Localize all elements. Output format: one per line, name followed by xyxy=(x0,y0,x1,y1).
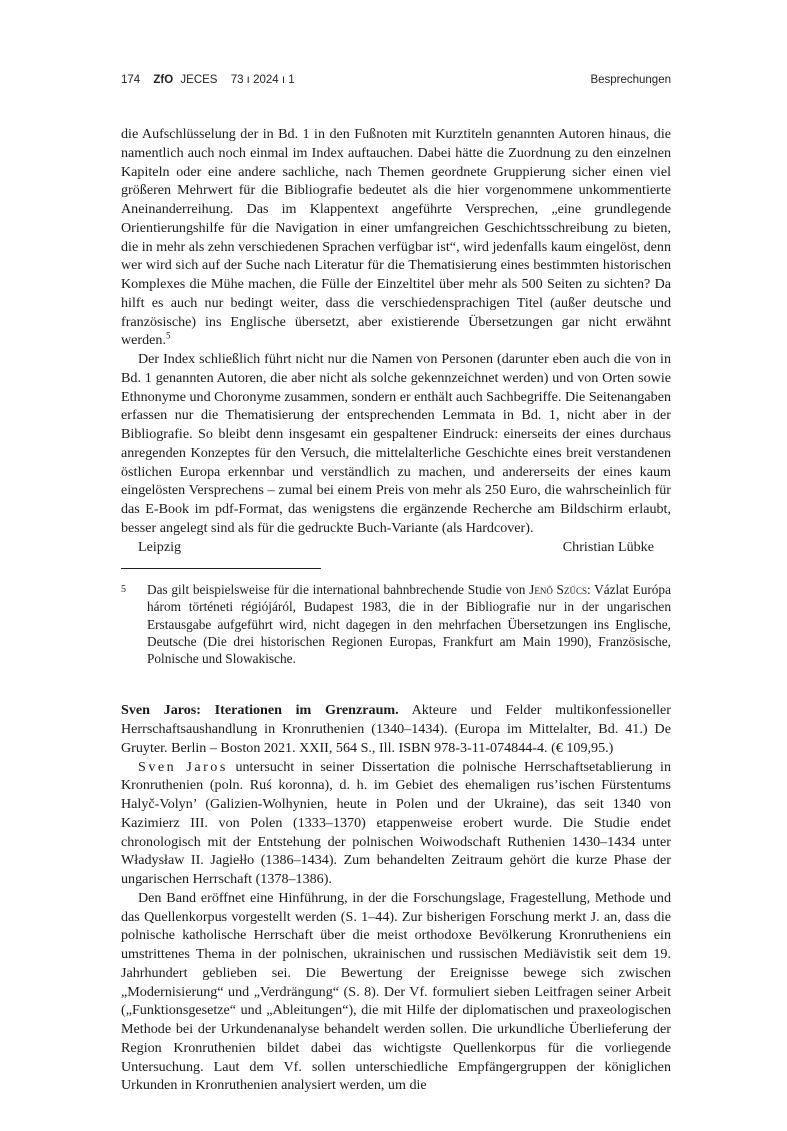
review2-title: Sven Jaros: Iterationen im Grenzraum. xyxy=(121,702,399,719)
review2-author: Sven Jaros xyxy=(138,758,228,775)
journal-volume: 73 ı 2024 ı 1 xyxy=(230,74,295,86)
review1-paragraph-1 xyxy=(121,125,671,350)
review-2 xyxy=(121,701,671,1095)
footnote-text-before: Das gilt beispielsweise für die international bahnbrechende Studie von xyxy=(147,582,530,598)
review1-paragraph-2: Der Index schließlich führt nicht nur die Namen von Personen (darunter eben auch die von in Bd. 1 genannten Autoren, die aber nicht als solche gekennzeichnet werden) und von Orten sowie Ethnonyme und Choronyme zusammen, sondern er enthält auch Sachbegriffe. Die Seitenangaben erfassen nur die Thematisierung der entsprechenden Lemmata in Bd. 1, nicht aber in der Bibliografie. So bleibt denn insgesamt ein gespaltener Eindruck: einerseits der eines durchaus anregenden Konzeptes für den Versuch, die mittelalterliche Geschichte eines breit verstandenen östlichen Europa erkennbar und verständlich zu machen, und andererseits der eines kaum eingelösten Versprechens – zumal bei einem Preis von mehr als 250 Euro, die wahrscheinlich für das E-Book im pdf-Format, das wenigstens die ergänzende Recherche am Bildschirm erlaubt, besser angelegt sind als für die gedruckte Buch-Variante (als Hardcover). xyxy=(121,351,672,536)
journal-name: ZfO xyxy=(153,74,174,86)
review-place: Leipzig xyxy=(138,538,182,555)
footnote-text-after: : Vázlat Európa három történeti régiójáról, Budapest 1983, die in der Bibliografie nur in der ungarischen Erstausgabe aufgeführt wird, nicht dagegen in den mehrfachen Übersetzungen ins Englische, Deutsche (Die drei historischen Regionen Europas, Frankfurt am Main 1990), Französische, Polnische und Slowakische. xyxy=(147,582,671,667)
page-number: 174 xyxy=(121,74,141,86)
review2-paragraph-1 xyxy=(121,758,671,889)
journal-subtitle: JECES xyxy=(180,74,218,86)
page-body xyxy=(121,125,671,1095)
reviewer-name: Christian Lübke xyxy=(562,538,654,555)
footnote-divider xyxy=(121,568,321,569)
review2-paragraph-1-text: untersucht in seiner Dissertation die polnische Herrschaftsetablierung in Kronruthenien (poln. Ruś koronna), d. h. im Gebiet des ehemaligen rus’ischen Fürstentums Halyč-Volyn’ (Galizien-Wolhynien, heute in Polen und der Ukraine), das seit 1340 von Kazimierz III. von Polen (1333–1370) etappenweise erobert wurde. Die Studie endet chronologisch mit der Entstehung der polnischen Woiwodschaft Ruthenien 1430–1434 unter Władysław II. Jagiełło (1386–1434). Zum behandelten Zeitraum gehört die kurze Phase der ungarischen Herrschaft (1378–1386). xyxy=(121,758,671,888)
section-title: Besprechungen xyxy=(590,74,671,86)
review-signature xyxy=(121,538,671,557)
page-header xyxy=(121,74,671,86)
header-left xyxy=(121,74,305,86)
review2-paragraph-2: Den Band eröffnet eine Hinführung, in der die Forschungslage, Fragestellung, Methode und das Quellenkorpus vorgestellt werden (S. 1–44). Zur bisherigen Forschung merkt J. an, dass die polnische katholische Herrschaft über die meist orthodoxe Bevölkerung Kronrutheniens ein umstrittenes Thema in der polnischen, ukrainischen und russischen Mediävistik seit dem 19. Jahrhundert geblieben sei. Die Bewertung der Ereignisse bewege sich zwischen „Modernisierung“ und „Verdrängung“ (S. 8). Der Vf. formuliert sieben Leitfragen seiner Arbeit („Funktionsgesetze“ und „Ableitungen“), die mit Hilfe der diplomatischen und praxeologischen Methode bei der Urkundenanalyse behandelt werden sollen. Die urkundliche Überlieferung der Region Kronruthenien bildet dabei das wichtigste Quellenkorpus für die vorliegende Untersuchung. Laut dem Vf. sollen unterschiedliche Empfängergruppen der königlichen Urkunden in Kronruthenien analysiert werden, um die xyxy=(121,889,671,1094)
footnote xyxy=(121,581,671,667)
review1-paragraph-1-text: die Aufschlüsselung der in Bd. 1 in den Fußnoten mit Kurztiteln genannten Autoren hinaus, die namentlich auch noch einmal im Index auftauchen. Dabei hätte die Zuordnung zu den einzelnen Kapiteln oder eine andere sachliche, nach Themen geordnete Gruppierung sicher einen viel größeren Mehrwert für die Bibliografie bedeutet als die hier vorgenommene unkommentierte Aneinanderreihung. Das im Klappentext angeführte Versprechen, „eine grundlegende Orientierungshilfe für die Navigation in einer umfangreichen Geschichtsschreibung zu bieten, die in mehr als zehn verschiedenen Sprachen verfügbar ist“, wird jedenfalls kaum eingelöst, denn wer wird sich auf der Suche nach Literatur für die Thematisierung eines bestimmten historischen Komplexes die Mühe machen, die Fülle der Einzeltitel über mehr als 500 Seiten zu sichten? Da hilft es auch nur bedingt weiter, dass die verschiedensprachigen Titel (außer deutsche und französische) ins Englische übersetzt, aber existierende Übersetzungen gar nicht erwähnt werden. xyxy=(121,126,671,349)
footnote-text xyxy=(147,581,671,667)
review2-heading xyxy=(121,701,671,757)
review2-bibliography: Akteure und Felder multikonfessioneller Herrschaftsaushandlung in Kronruthenien (1340–1434). (Europa im Mittelalter, Bd. 41.) De Gruyter. Berlin – Boston 2021. XXII, 564 S., Ill. ISBN 978-3-11-074844-4. (€ 109,95.) xyxy=(121,702,671,756)
footnote-number: 5 xyxy=(121,584,126,596)
footnote-reference[interactable]: 5 xyxy=(166,330,171,341)
footnote-author: Jenő Szűcs xyxy=(529,582,587,598)
